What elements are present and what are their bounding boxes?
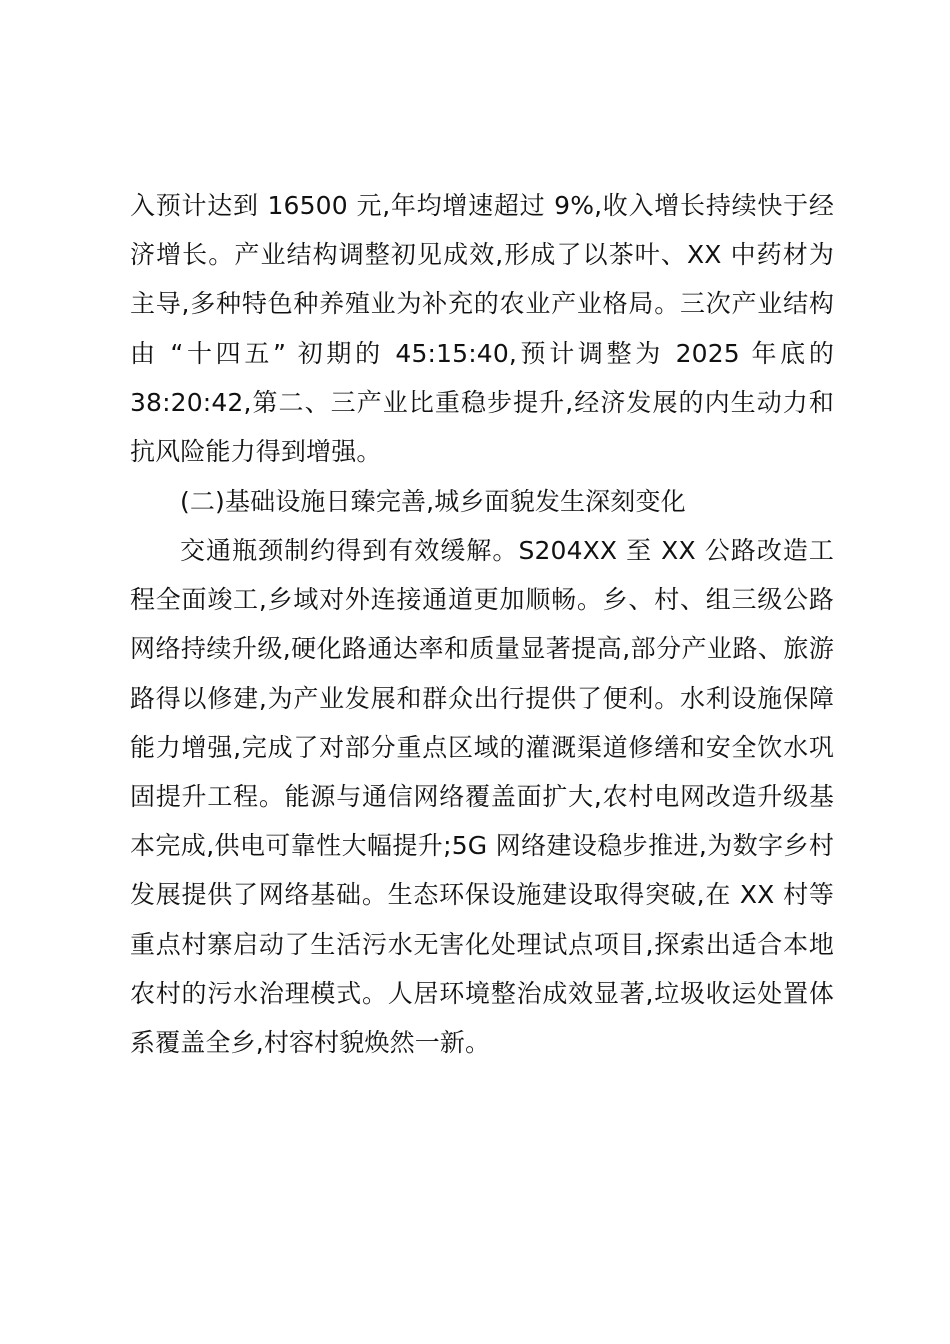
paragraph-line: 由 “十四五” 初期的 45:15:40,预计调整为 2025 年底的: [130, 338, 834, 368]
paragraph-line: 农村的污水治理模式。人居环境整治成效显著,垃圾收运处置体: [130, 978, 834, 1008]
paragraph-line: 抗风险能力得到增强。: [130, 437, 382, 467]
paragraph-line: 程全面竣工,乡域对外连接通道更加顺畅。乡、村、组三级公路: [130, 585, 834, 615]
paragraph-line: 38:20:42,第二、三产业比重稳步提升,经济发展的内生动力和: [130, 387, 834, 417]
paragraph-line: 本完成,供电可靠性大幅提升;5G 网络建设稳步推进,为数字乡村: [130, 831, 834, 861]
paragraph-line: 路得以修建,为产业发展和群众出行提供了便利。水利设施保障: [130, 683, 834, 713]
paragraph-line: 济增长。产业结构调整初见成效,形成了以茶叶、XX 中药材为: [130, 240, 834, 270]
paragraph-line: 入预计达到 16500 元,年均增速超过 9%,收入增长持续快于经: [130, 191, 834, 220]
paragraph-line: 系覆盖全乡,村容村貌焕然一新。: [130, 1028, 491, 1058]
paragraph-line: 网络持续升级,硬化路通达率和质量显著提高,部分产业路、旅游: [130, 634, 834, 664]
paragraph-line: 固提升工程。能源与通信网络覆盖面扩大,农村电网改造升级基: [130, 782, 834, 812]
paragraph-line: 能力增强,完成了对部分重点区域的灌溉渠道修缮和安全饮水巩: [130, 732, 834, 762]
paragraph-infrastructure: [130, 526, 834, 1067]
paragraph-income-industry: [130, 181, 834, 476]
paragraph-line: 重点村寨启动了生活污水无害化处理试点项目,探索出适合本地: [130, 929, 834, 959]
paragraph-line: 交通瓶颈制约得到有效缓解。S204XX 至 XX 公路改造工: [180, 536, 834, 565]
paragraph-line: 发展提供了网络基础。生态环保设施建设取得突破,在 XX 村等: [130, 880, 834, 910]
paragraph-line: 主导,多种特色种养殖业为补充的农业产业格局。三次产业结构: [130, 289, 834, 319]
section-heading: (二)基础设施日臻完善,城乡面貌发生深刻变化: [180, 487, 686, 516]
section-heading-block: [130, 477, 834, 526]
